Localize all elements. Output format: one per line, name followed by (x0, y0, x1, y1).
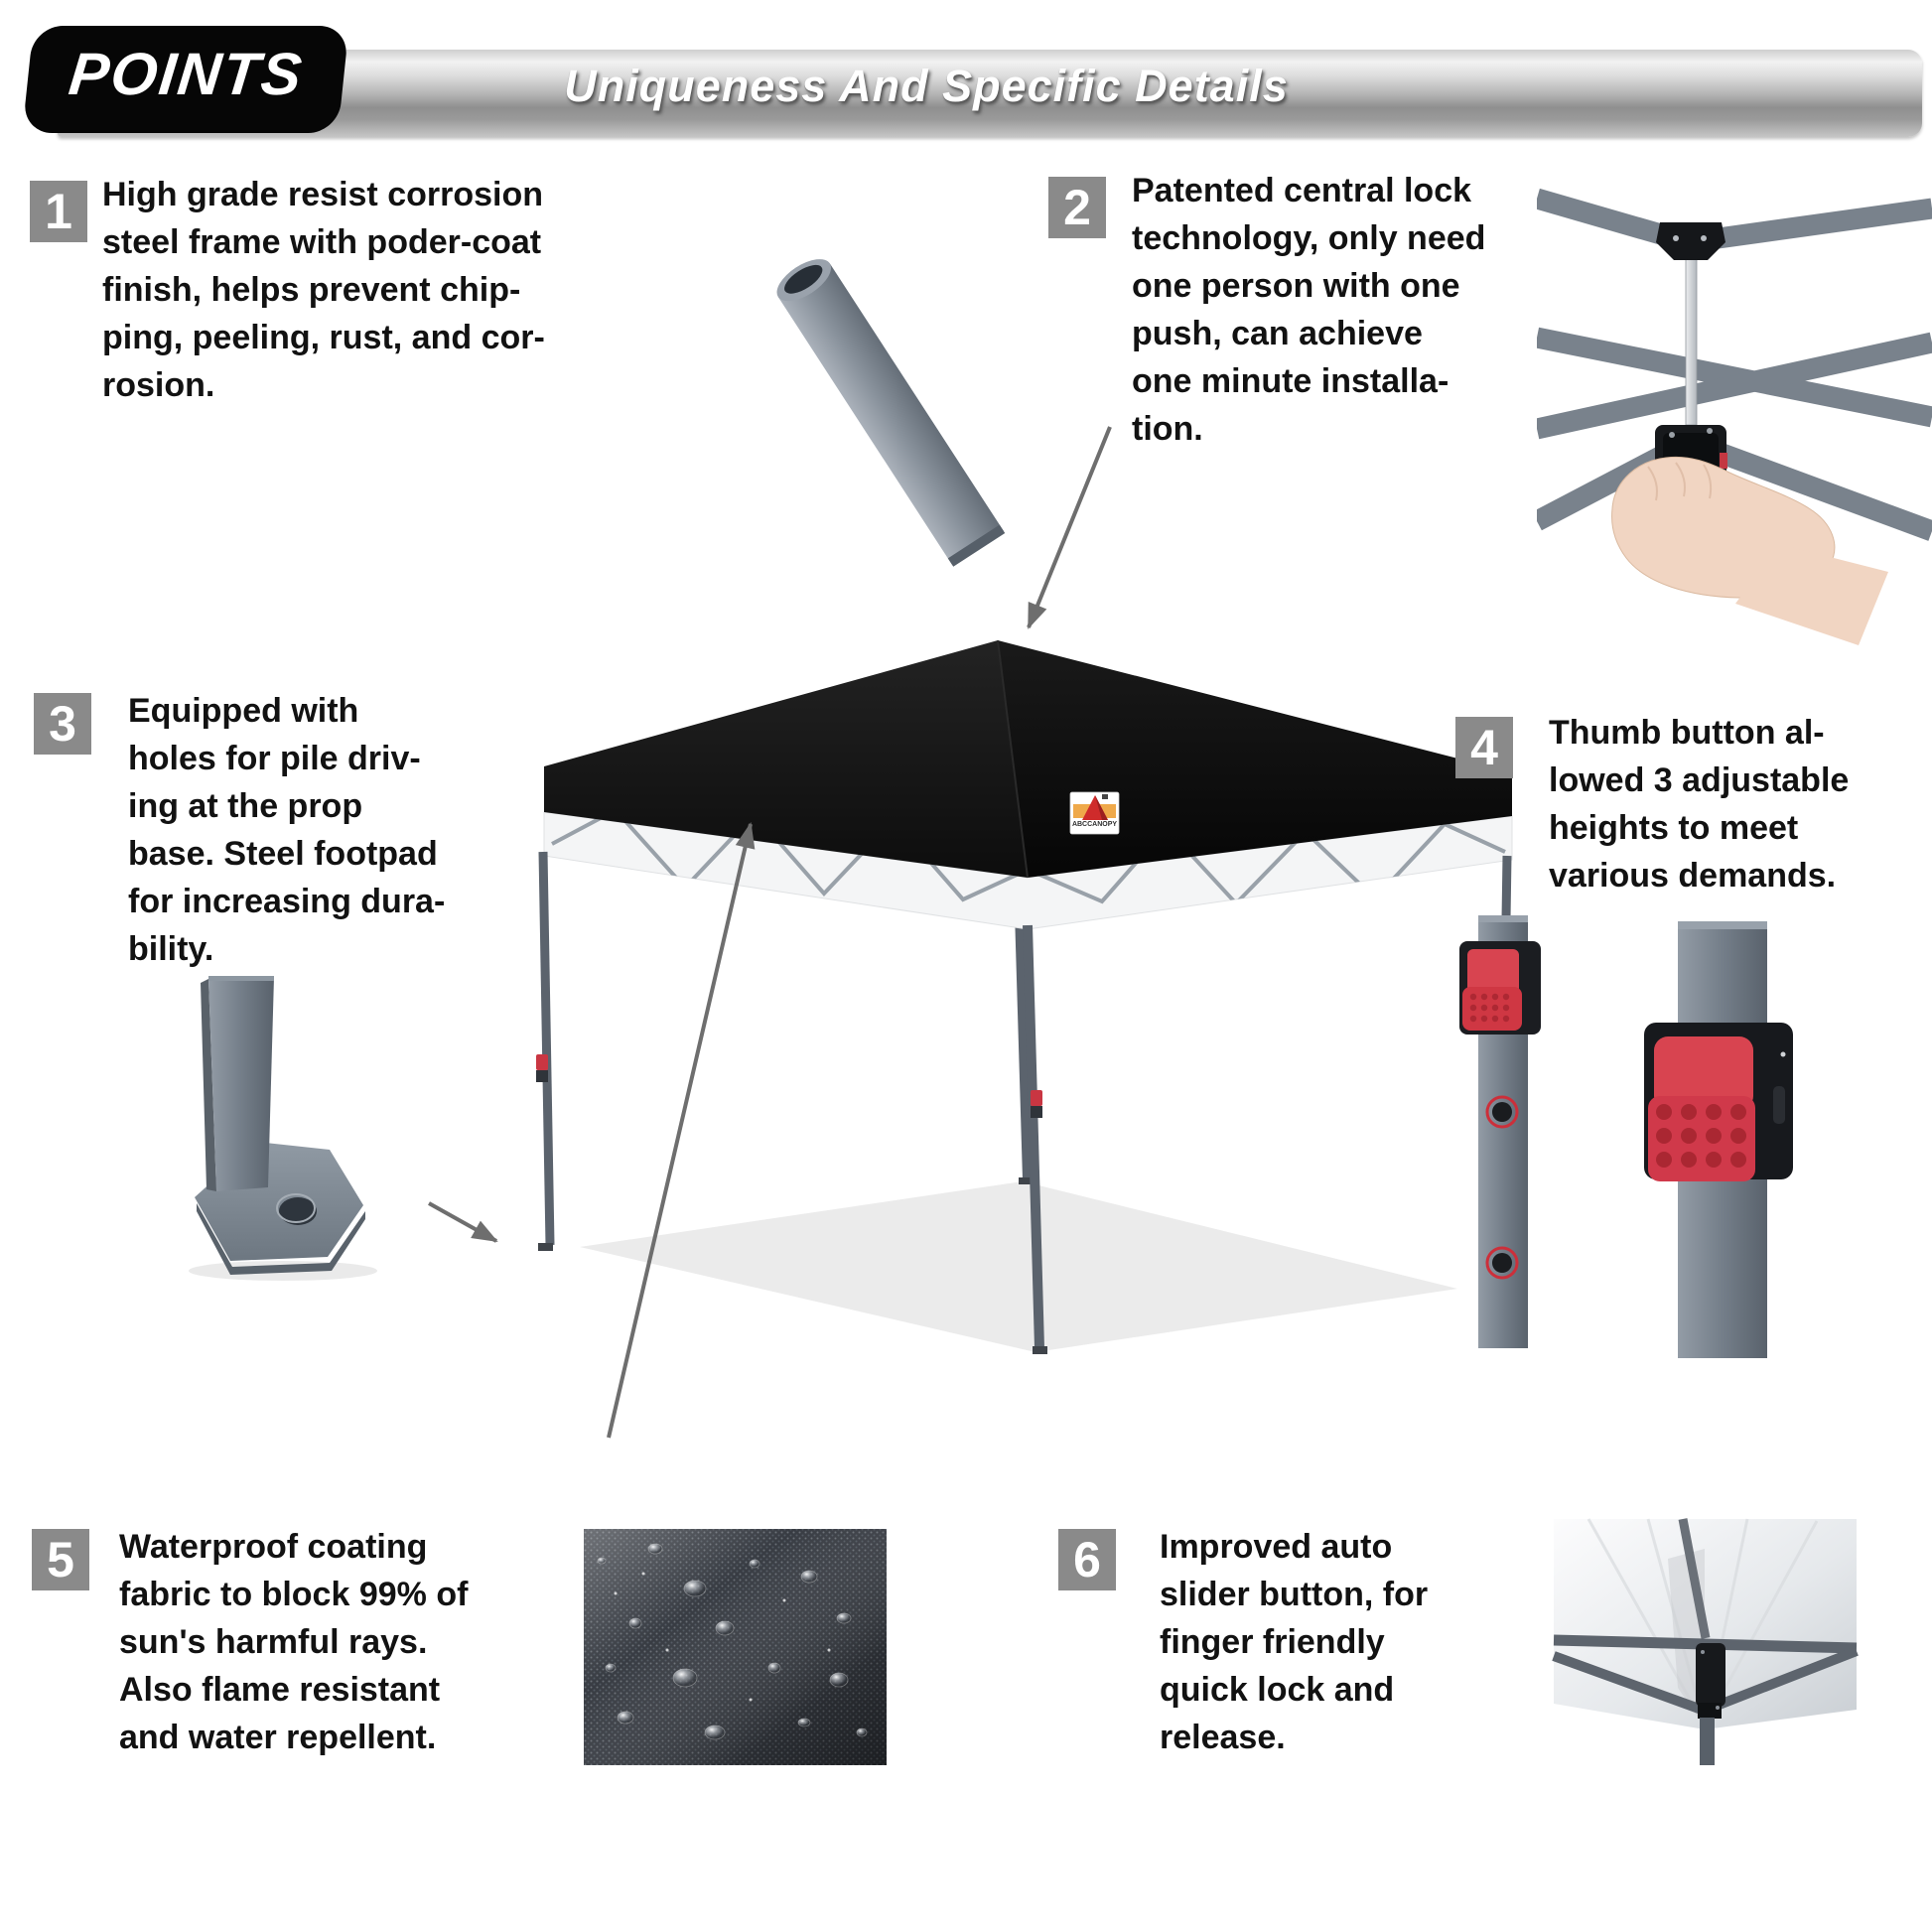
text-line: push, can achieve (1132, 315, 1423, 352)
text-line: Thumb button al- (1549, 714, 1825, 752)
point-text (1132, 167, 1485, 453)
text-line: Improved auto (1160, 1528, 1393, 1566)
point-text (1160, 1523, 1428, 1761)
point-text (102, 171, 545, 409)
text-line: Equipped with (128, 692, 359, 730)
point-text (1549, 709, 1849, 899)
text-line: lowed 3 adjustable (1549, 761, 1850, 799)
point-number-badge: 1 (30, 181, 87, 242)
text-line: and water repellent. (119, 1719, 437, 1756)
tent-illustration (536, 640, 1512, 1354)
canopy-underside-illustration (1554, 1519, 1857, 1765)
text-line: ping, peeling, rust, and cor- (102, 319, 545, 356)
text-line: base. Steel footpad (128, 835, 438, 873)
text-line: Also flame resistant (119, 1671, 441, 1709)
arrow-to-tent-peak (1029, 427, 1110, 627)
text-line: slider button, for (1160, 1576, 1429, 1613)
text-line: tion. (1132, 410, 1203, 448)
text-line: holes for pile driv- (128, 740, 421, 777)
footpad-illustration (189, 976, 377, 1281)
point-number-badge: 5 (32, 1529, 89, 1590)
thumb-button-pole-large-illustration (1644, 921, 1793, 1358)
point-number-badge: 6 (1058, 1529, 1116, 1590)
text-line: steel frame with poder-coat (102, 223, 542, 261)
text-line: sun's harmful rays. (119, 1623, 428, 1661)
text-line: finger friendly (1160, 1623, 1385, 1661)
points-badge (22, 26, 348, 133)
ground-shadow (580, 1181, 1457, 1352)
point-text (128, 687, 445, 973)
point-number-badge: 3 (34, 693, 91, 755)
hand-icon (1612, 457, 1888, 645)
text-line: heights to meet (1549, 809, 1799, 847)
text-line: technology, only need (1132, 219, 1486, 257)
thumb-button-pole-small-illustration (1459, 915, 1541, 1348)
canopy-logo-text: ABCCANOPY (1071, 821, 1118, 828)
text-line: Waterproof coating (119, 1528, 428, 1566)
text-line: various demands. (1549, 857, 1837, 895)
text-line: for increasing dura- (128, 883, 446, 920)
text-line: ing at the prop (128, 787, 363, 825)
text-line: one minute installa- (1132, 362, 1449, 400)
text-line: Patented central lock (1132, 172, 1472, 209)
point-number-badge: 4 (1455, 717, 1513, 778)
arrow-to-canopy-fabric (609, 824, 751, 1438)
text-line: High grade resist corrosion (102, 176, 543, 213)
steel-tube-illustration (770, 251, 1006, 567)
text-line: finish, helps prevent chip- (102, 271, 521, 309)
points-badge-label: POINTS (66, 41, 307, 107)
fabric-swatch-illustration (584, 1529, 887, 1765)
text-line: release. (1160, 1719, 1286, 1756)
text-line: quick lock and (1160, 1671, 1395, 1709)
point-text (119, 1523, 468, 1761)
text-line: one person with one (1132, 267, 1460, 305)
point-number-badge: 2 (1048, 177, 1106, 238)
text-line: rosion. (102, 366, 215, 404)
banner-title: Uniqueness And Specific Details (564, 61, 1289, 111)
arrow-to-leg-base (429, 1203, 496, 1241)
text-line: bility. (128, 930, 214, 968)
central-lock-illustration (1537, 199, 1932, 645)
text-line: fabric to block 99% of (119, 1576, 469, 1613)
